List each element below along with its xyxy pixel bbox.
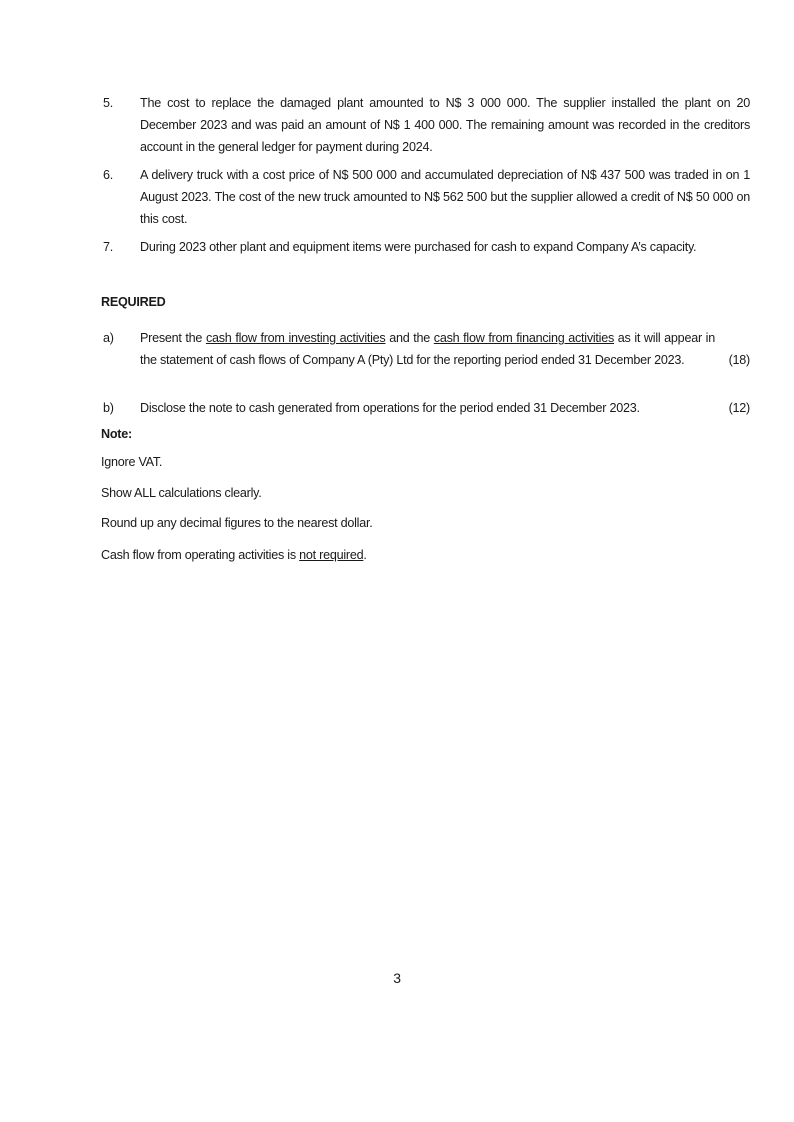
required-heading: REQUIRED — [101, 295, 166, 309]
item-number: 6. — [103, 168, 114, 182]
marks: (18) — [728, 353, 750, 367]
question-item-6 — [103, 164, 750, 230]
note-item: Cash flow from operating activities is not required. — [101, 548, 367, 562]
item-number: 5. — [103, 96, 114, 110]
note-item: Round up any decimal figures to the nearest dollar. — [101, 516, 373, 530]
note-heading: Note: — [101, 427, 132, 441]
underlined-phrase: cash flow from financing activities — [433, 331, 615, 345]
requirement-text: Present the cash flow from investing activities and the cash flow from financing activities as it will appear in the statement of cash flows of Company A (Pty) Ltd for the reporting period ended 31 December 2023. — [140, 331, 715, 367]
item-text: During 2023 other plant and equipment items were purchased for cash to expand Company A’s capacity. — [140, 240, 697, 254]
note-item: Ignore VAT. — [101, 455, 163, 469]
requirement-label: b) — [103, 401, 114, 415]
underlined-phrase: not required — [299, 548, 364, 562]
question-item-7 — [103, 236, 750, 258]
note-item: Show ALL calculations clearly. — [101, 486, 262, 500]
requirement-b — [103, 397, 750, 419]
requirement-a — [103, 327, 750, 371]
marks: (12) — [728, 401, 750, 415]
item-number: 7. — [103, 240, 114, 254]
page-number: 3 — [393, 970, 401, 986]
underlined-phrase: cash flow from investing activities — [205, 331, 386, 345]
item-text: The cost to replace the damaged plant amounted to N$ 3 000 000. The supplier installed the plant on 20 December 2023 and was paid an amount of N$ 1 400 000. The remaining amount was recorded in the creditors account in the general ledger for payment during 2024. — [140, 96, 750, 154]
item-text: A delivery truck with a cost price of N$ 500 000 and accumulated depreciation of N$ 437 500 was traded in on 1 August 2023. The cost of the new truck amounted to N$ 562 500 but the supplier allowed a credit of N$ 50 000 on this cost. — [140, 168, 750, 226]
question-item-5 — [103, 92, 750, 158]
requirement-label: a) — [103, 331, 114, 345]
requirement-text: Disclose the note to cash generated from operations for the period ended 31 December 2023. — [140, 401, 640, 415]
